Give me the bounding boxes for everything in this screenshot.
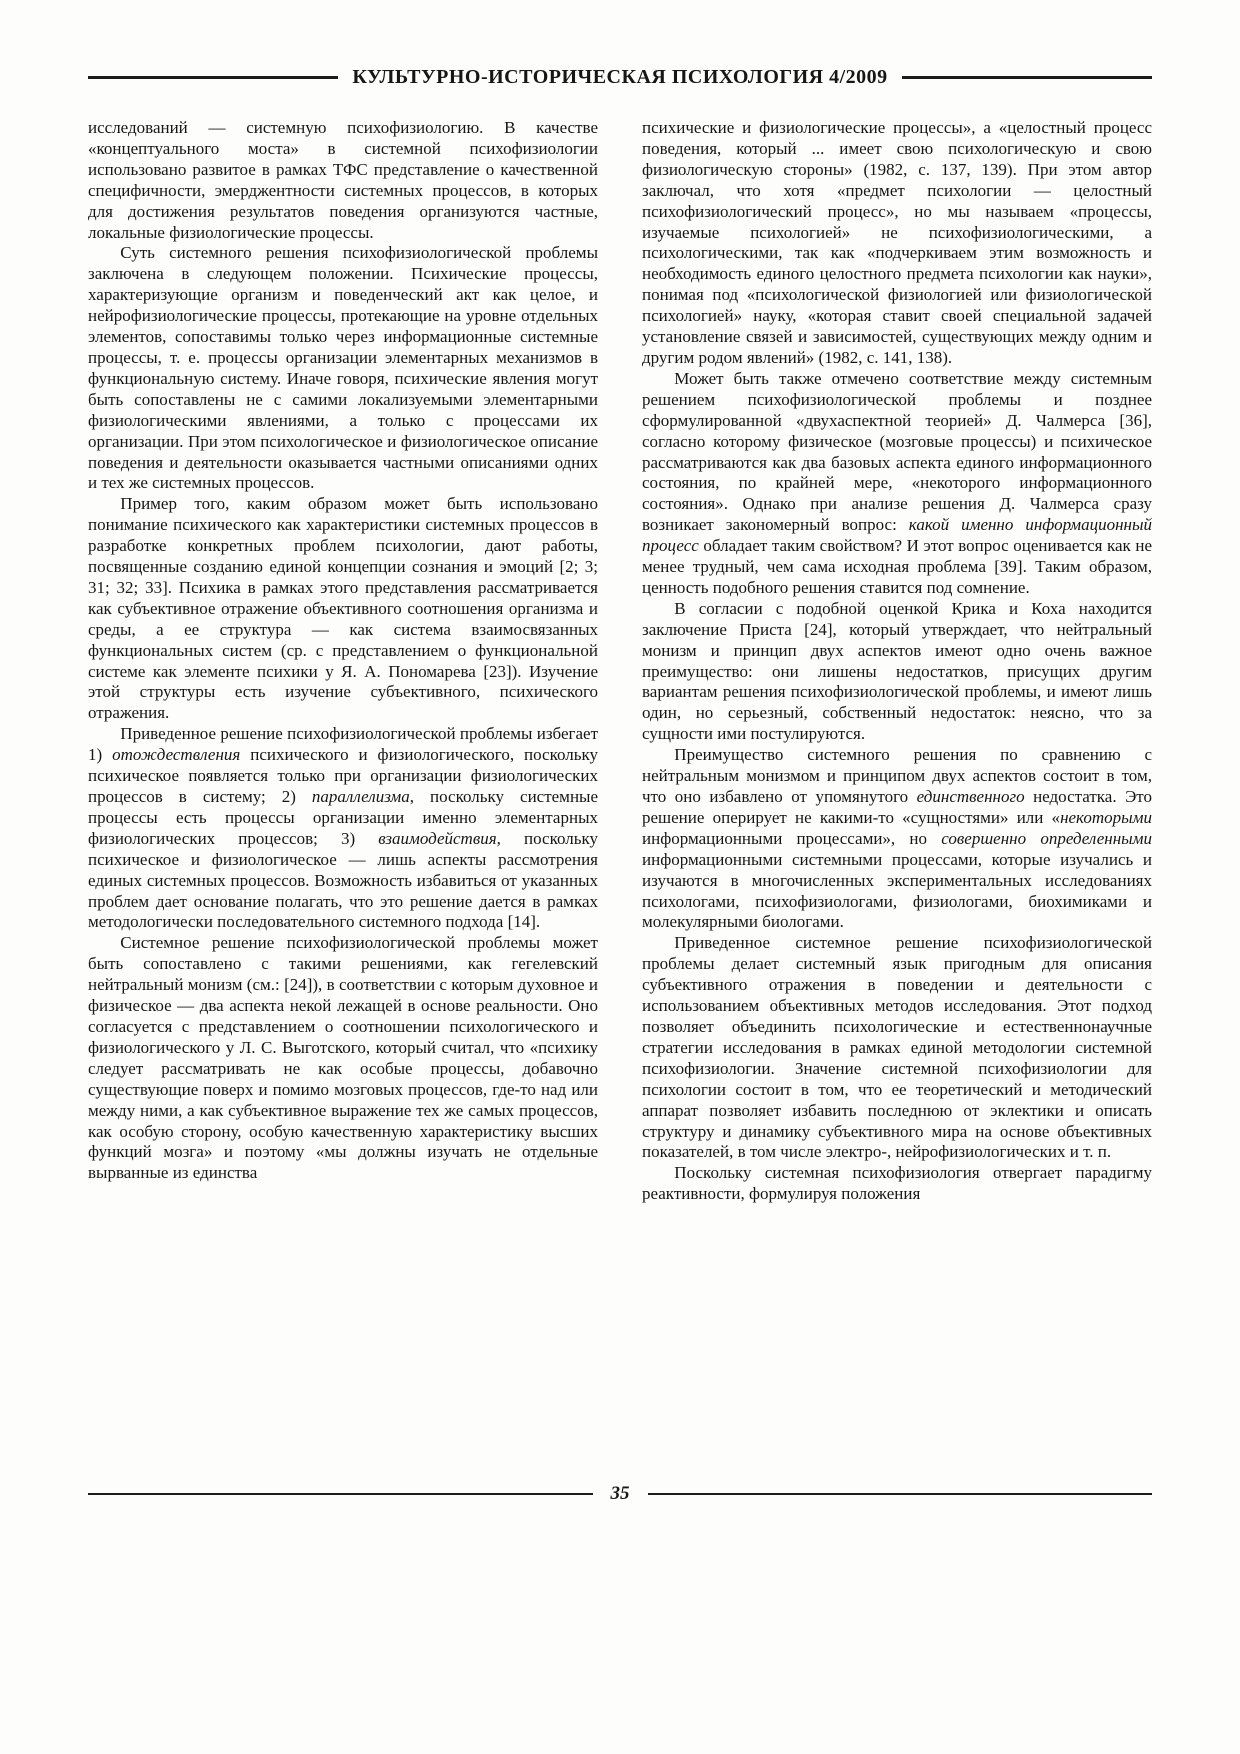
paragraph	[88, 724, 598, 933]
paragraph	[88, 243, 598, 494]
body-text: , поскольку психическое и физиологическое — лишь аспекты рассмотрения единых системных процессов. Возможность избавиться от указанных проблем дает основание полагать, что это решение дается в рамках методологически последовательного системного подхода [14].	[88, 828, 599, 932]
paragraph	[642, 745, 1152, 933]
paragraph	[642, 599, 1152, 745]
paragraph	[88, 118, 598, 243]
page-footer	[88, 1483, 1152, 1505]
paragraph	[642, 369, 1152, 599]
emphasized-text: какой именно информационный процесс	[642, 515, 1152, 556]
paragraph	[88, 494, 598, 724]
body-text: Суть системного решения психофизиологической проблемы заключена в следующем положении. Психические процессы, характеризующие организм и поведенческий акт как целое, и нейрофизиологические процессы, протекающие на уровне отдельных элементов, сопоставимы только через информационные системные процессы, т. е. процессы организации элементарных механизмов в функциональную систему. Иначе говоря, психические явления могут быть сопоставлены не с самими локализуемыми элементарными физиологическими явлениями, а только с процессами их организации. При этом психологическое и физиологическое описание поведения и деятельности оказывается частными описаниями одних и тех же системных процессов.	[88, 243, 598, 493]
emphasized-text: совершенно определенными	[941, 828, 1152, 848]
emphasized-text: отождествления	[112, 745, 241, 765]
page-number: 35	[610, 1483, 630, 1504]
body-text: недостатка. Это решение оперирует не какими-то «сущностями» или «	[642, 787, 1152, 827]
body-text: исследований — системную психофизиологию. В качестве «концептуального моста» в системной психофизиологии использовано развитое в рамках ТФС представление о качественной специфичности, эмерджентности системных процессов, в которых для достижения результатов поведения организуются частные, локальные физиологические процессы.	[88, 118, 598, 242]
paragraph	[88, 933, 598, 1184]
paragraph	[642, 118, 1152, 369]
body-text: обладает таким свойством? И этот вопрос оценивается как не менее трудный, чем сама исходная проблема [39]. Таким образом, ценность подобного решения ставится под сомнение.	[642, 536, 1152, 597]
paragraph	[642, 933, 1152, 1163]
emphasized-text: параллелизма	[311, 787, 410, 806]
right-column	[642, 118, 1152, 1205]
emphasized-text: некоторыми	[1060, 807, 1152, 827]
body-text: психического и физиологического, поскольку психическое появляется только при организации физиологических процессов в систему; 2)	[88, 745, 598, 806]
body-text: Системное решение психофизиологической проблемы может быть сопоставлено с такими решениями, как гегелевский нейтральный монизм (см.: [24]), в соответствии с которым духовное и физическое — два аспекта некой лежащей в основе реальности. Оно согласуется с представлением о соотношении психологического и физиологического у Л. С. Выготского, который считал, что «психику следует рассматривать не как особые процессы, добавочно существующие поверх и помимо мозговых процессов, где-то над или между ними, а как субъективное выражение тех же самых процессов, как особую сторону, особую качественную характеристику высших функций мозга» и поэтому «мы должны изучать не отдельные вырванные из единства	[88, 933, 598, 1183]
body-text: Поскольку системная психофизиология отвергает парадигму реактивности, формулируя положения	[642, 1163, 1152, 1204]
body-text: психические и физиологические процессы», а «целостный процесс поведения, который ... имеет свою психологическую и свою физиологическую стороны» (1982, с. 137, 139). При этом автор заключал, что хотя «предмет психологии — целостный психофизиологический процесс», но мы называем «процессы, изучаемые психологией» не психофизиологическими, а психологическими, так как «подчеркиваем этим возможность и необходимость единого целостного предмета психологии как науки», понимая под «психологической физиологией или физиологической психологией» науку, «которая ставит своей специальной задачей установление связей и зависимостей, существующих между одним и другим родом явлений» (1982, с. 141, 138).	[642, 118, 1152, 367]
body-text: Пример того, каким образом может быть использовано понимание психического как характеристики системных процессов в разработке конкретных проблем психологии, дают работы, посвященные созданию единой концепции сознания и эмоций [2; 3; 31; 32; 33]. Психика в рамках этого представления рассматривается как субъективное отражение объективного соотношения организма и среды, а ее структура — как система взаимосвязанных функциональных систем (ср. с представлением о функциональной системе как элементе психики у Я. А. Пономарева [23]). Изучение этой структуры есть изучение субъективного, психического отражения.	[88, 494, 598, 723]
header-rule-right	[902, 76, 1152, 79]
emphasized-text: единственного	[916, 787, 1025, 806]
body-text: Приведенное решение психофизиологической проблемы избегает 1)	[88, 724, 598, 765]
header-rule-left	[88, 76, 338, 79]
body-text: Преимущество системного решения по сравнению с нейтральным монизмом и принципом двух аспектов состоит в том, что оно избавлено от упомянутого	[642, 745, 1152, 806]
left-column	[88, 118, 598, 1205]
page-header	[88, 66, 1152, 89]
journal-title: КУЛЬТУРНО-ИСТОРИЧЕСКАЯ ПСИХОЛОГИЯ 4/2009	[352, 66, 888, 88]
body-text: информационными процессами», но	[642, 828, 942, 848]
footer-rule-left	[88, 1493, 593, 1495]
body-text: информационными системными процессами, которые изучались и изучаются в многочисленных экспериментальных исследованиях психологами, психофизиологами, физиологами, биохимиками и молекулярными биологами.	[642, 849, 1152, 932]
body-text: В согласии с подобной оценкой Крика и Коха находится заключение Приста [24], который утверждает, что нейтральный монизм и принцип двух аспектов имеют одно очень важное преимущество: они лишены недостатков, присущих другим вариантам решения психофизиологической проблемы, и имеют лишь один, но серьезный, собственный недостаток: неясно, что за сущности ими постулируются.	[642, 598, 1152, 744]
footer-rule-right	[648, 1493, 1153, 1495]
body-text: Может быть также отмечено соответствие между системным решением психофизиологической проблемы и позднее сформулированной «двухаспектной теорией» Д. Чалмерса [36], согласно которому физическое (мозговые процессы) и психическое рассматриваются как два базовых аспекта единого информационного состояния, по крайней мере, «некоторого информационного состояния». Однако при анализе решения Д. Чалмерса сразу возникает закономерный вопрос:	[642, 368, 1152, 535]
body-text: Приведенное системное решение психофизиологической проблемы делает системный язык пригодным для описания субъективного отражения в поведении и деятельности с использованием объективных методов исследования. Этот подход позволяет объединить психологические и естественнонаучные стратегии исследования в рамках единой методологии системной психофизиологии. Значение системной психофизиологии для психологии состоит в том, что ее теоретический и методический аппарат позволяет избавить последнюю от эклектики и описать структуру и динамику субъективного мира на основе объективных показателей, в том числе электро-, нейрофизиологических и т. п.	[642, 933, 1152, 1162]
paragraph	[642, 1163, 1152, 1205]
article-body	[88, 118, 1152, 1205]
body-text: , поскольку системные процессы есть процессы организации именно элементарных физиологических процессов; 3)	[88, 787, 599, 848]
emphasized-text: взаимодействия	[378, 828, 497, 848]
